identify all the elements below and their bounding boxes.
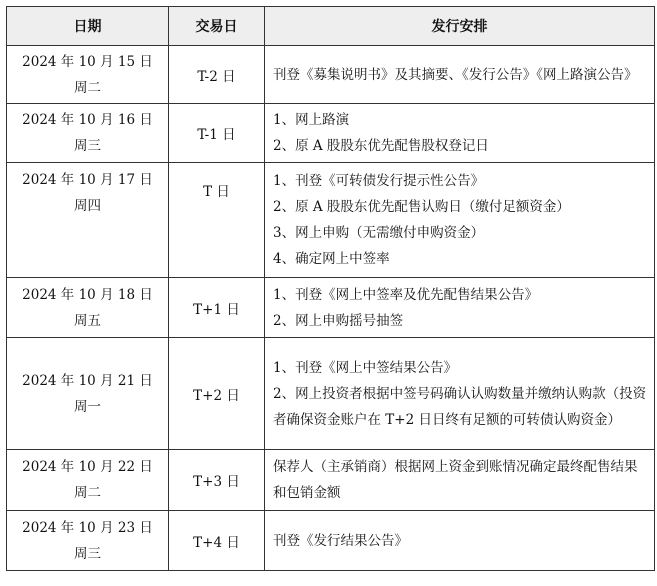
weekday-text: 周三 [74,545,101,562]
arrangement-item: 1、刊登《网上中签结果公告》 [273,359,458,376]
date-cell [7,511,169,571]
date-text: 2024 年 10 月 23 日 [22,519,153,536]
arrangement-item: 2、网上投资者根据中签号码确认认购数量并缴纳认购款（投资者确保资金账户在 T+2 日日终有足额的可转债认购资金） [273,385,647,428]
arrangement-cell [265,338,655,450]
trading-day-cell: T-2 日 [169,46,265,104]
date-text: 2024 年 10 月 18 日 [22,286,153,303]
table-header-row [7,7,655,46]
arrangement-item: 1、网上路演 [273,112,350,128]
arrangement-item: 刊登《募集说明书》及其摘要、《发行公告》《网上路演公告》 [273,66,638,83]
arrangement-cell [265,46,655,104]
date-text: 2024 年 10 月 16 日 [22,112,153,128]
arrangement-cell [265,278,655,338]
date-text: 2024 年 10 月 15 日 [22,53,153,70]
arrangement-item: 4、确定网上中签率 [273,251,390,267]
trading-day-cell: T 日 [169,163,265,278]
weekday-text: 周二 [74,79,101,96]
trading-day-cell: T+4 日 [169,511,265,571]
arrangement-item: 2、网上申购摇号抽签 [273,312,404,329]
arrangement-cell [265,163,655,278]
header-arrangement: 发行安排 [265,7,655,46]
date-cell [7,450,169,511]
date-cell [7,46,169,104]
table-row [7,511,655,571]
arrangement-item: 刊登《发行结果公告》 [273,532,408,549]
trading-day-cell: T+2 日 [169,338,265,450]
trading-day-cell: T+3 日 [169,450,265,511]
weekday-text: 周四 [74,198,101,214]
date-text: 2024 年 10 月 21 日 [22,372,153,389]
table-row [7,278,655,338]
header-date: 日期 [7,7,169,46]
weekday-text: 周一 [74,398,101,415]
table-row [7,338,655,450]
table-row [7,163,655,278]
header-trading-day: 交易日 [169,7,265,46]
weekday-text: 周五 [74,312,101,329]
date-cell [7,278,169,338]
arrangement-item: 2、原 A 股股东优先配售股权登记日 [273,138,489,154]
table-row [7,450,655,511]
date-cell [7,104,169,163]
date-cell [7,338,169,450]
arrangement-cell [265,511,655,571]
trading-day-cell: T-1 日 [169,104,265,163]
arrangement-item: 1、刊登《可转债发行提示性公告》 [273,173,485,189]
arrangement-cell [265,450,655,511]
date-cell [7,163,169,278]
arrangement-item: 1、刊登《网上中签率及优先配售结果公告》 [273,286,539,303]
weekday-text: 周三 [74,138,101,154]
date-text: 2024 年 10 月 17 日 [22,172,153,188]
arrangement-item: 2、原 A 股股东优先配售认购日（缴付足额资金） [273,199,570,215]
arrangement-item: 3、网上申购（无需缴付申购资金） [273,225,485,241]
table-row [7,104,655,163]
arrangement-cell [265,104,655,163]
table-row [7,46,655,104]
date-text: 2024 年 10 月 22 日 [22,459,153,475]
issuance-schedule-table [6,6,655,571]
arrangement-item: 保荐人（主承销商）根据网上资金到账情况确定最终配售结果和包销金额 [273,459,638,501]
weekday-text: 周二 [74,485,101,501]
trading-day-cell: T+1 日 [169,278,265,338]
